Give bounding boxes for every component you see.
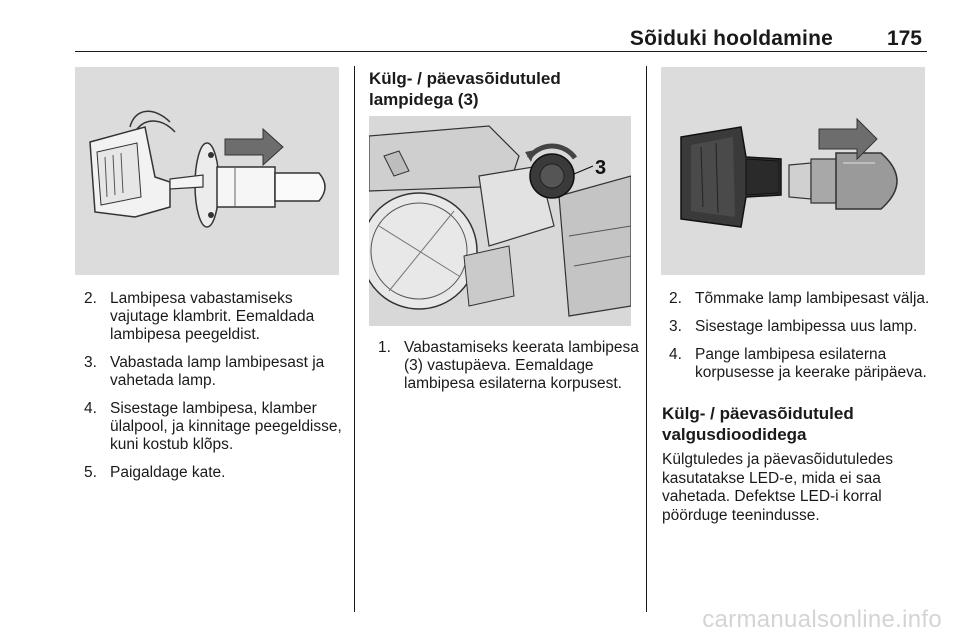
list-item (84, 400, 344, 454)
step-text: Sisestage lambipesa, klamber ülalpool, ja kinnitage peegeldisse, kuni kostub klõps. (110, 400, 342, 453)
heading-line-1: Külg- / päevasõidutuled (369, 69, 561, 88)
column-divider-right (646, 66, 647, 612)
watermark-text: carmanualsonline.info (702, 606, 942, 633)
list-item (84, 354, 344, 390)
heading-line-2: lampidega (3) (369, 90, 479, 109)
list-item (669, 346, 931, 382)
headlamp-bulb-removal-illustration (75, 67, 339, 275)
step-number: 3. (84, 354, 97, 371)
left-steps-list (84, 290, 344, 492)
step-number: 3. (669, 318, 682, 335)
list-item (378, 339, 640, 393)
step-number: 4. (84, 400, 97, 417)
list-item (84, 464, 344, 482)
step-text: Paigaldage kate. (110, 464, 226, 481)
step-number: 2. (84, 290, 97, 307)
middle-steps-list (378, 339, 640, 403)
list-item (669, 318, 931, 336)
page-header-title: Sõiduki hooldamine (629, 27, 833, 50)
header-rule (75, 51, 927, 52)
section-heading-bulbs (369, 68, 639, 110)
list-item (84, 290, 344, 344)
figure-side-lamp-socket (369, 116, 631, 326)
heading-line-2: valgusdioodidega (662, 425, 807, 444)
step-text: Vabastamiseks keerata lambipesa (3) vastupäeva. Eemaldage lambipesa esilaterna korpusest. (404, 339, 639, 392)
page-number: 175 (886, 27, 922, 50)
step-text: Vabastada lamp lambipesast ja vahetada lamp. (110, 354, 325, 389)
figure-headlamp-bulb-removal (75, 67, 339, 275)
step-number: 5. (84, 464, 97, 481)
step-number: 1. (378, 339, 391, 356)
side-lamp-socket-illustration (369, 116, 631, 326)
step-text: Lambipesa vabastamiseks vajutage klambrit. Eemaldada lambipesa peegeldist. (110, 290, 315, 343)
step-text: Pange lambipesa esilaterna korpusesse ja keerake päripäeva. (695, 346, 927, 381)
bulb-pull-out-illustration (661, 67, 925, 275)
right-steps-list (669, 290, 931, 392)
step-number: 2. (669, 290, 682, 307)
led-paragraph: Külgtuledes ja päevasõidutuledes kasutatakse LED-e, mida ei saa vahetada. Defektse LED-i korral pöörduge teenindusse. (662, 451, 893, 524)
figure-bulb-pull-out (661, 67, 925, 275)
figure-callout-number: 3 (595, 157, 607, 179)
step-number: 4. (669, 346, 682, 363)
section-heading-leds (662, 403, 932, 445)
step-text: Tõmmake lamp lambipesast välja. (695, 290, 930, 307)
heading-line-1: Külg- / päevasõidutuled (662, 404, 854, 423)
list-item (669, 290, 931, 308)
column-divider-left (354, 66, 355, 612)
step-text: Sisestage lambipessa uus lamp. (695, 318, 918, 335)
